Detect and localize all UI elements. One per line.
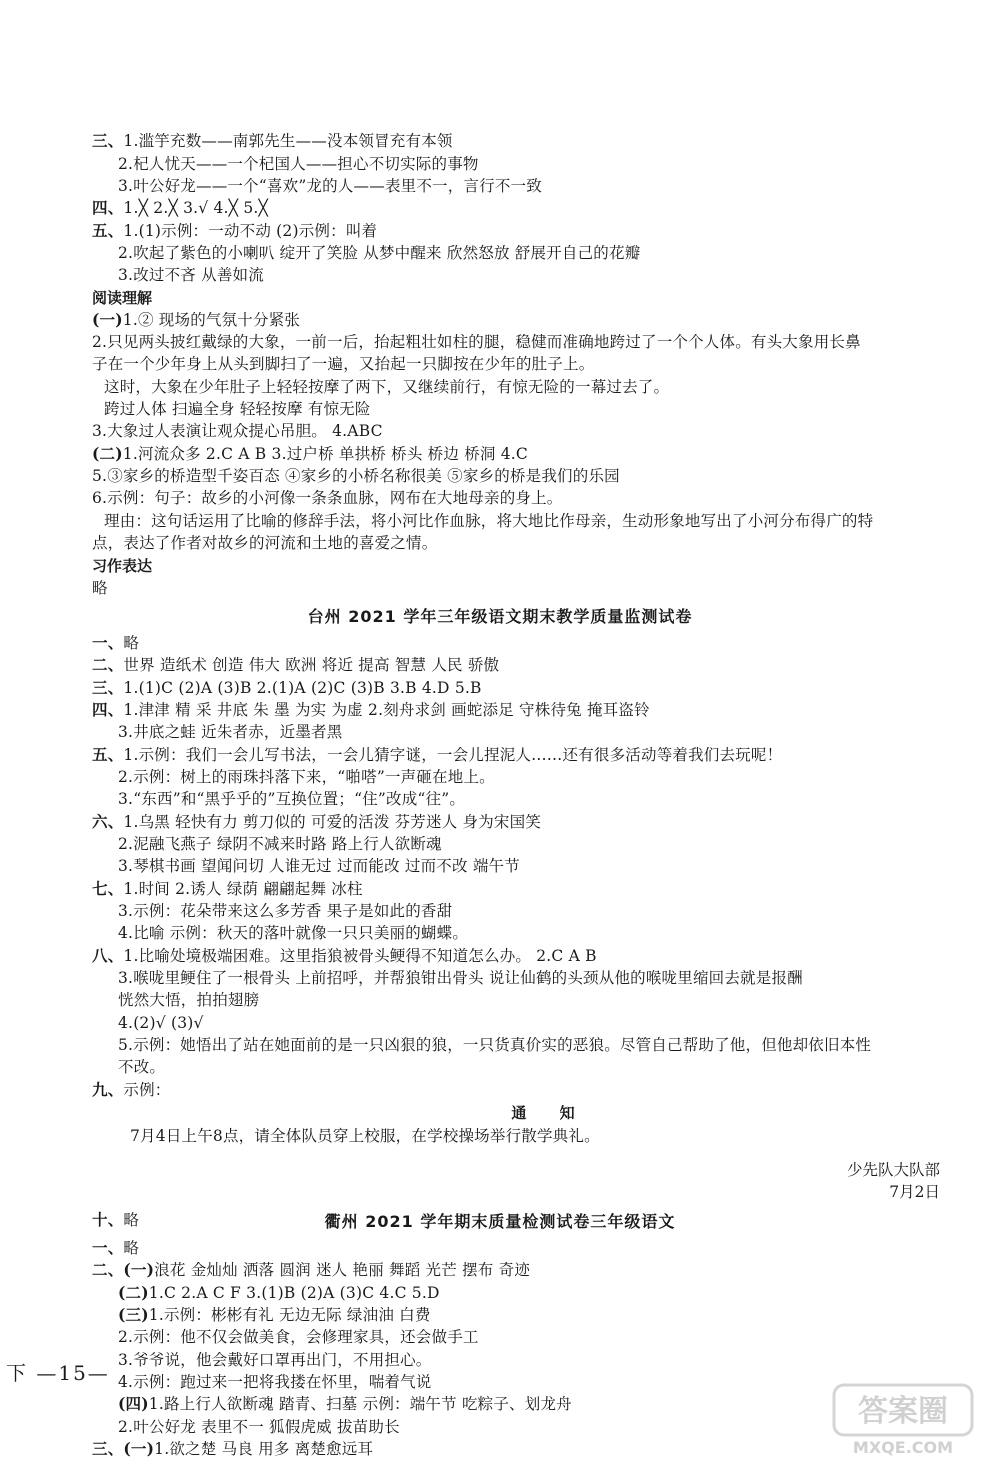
- notice-sender: 少先队大队部: [846, 1161, 940, 1179]
- page-number: 下 —15—: [6, 1361, 110, 1385]
- section-title-quzhou: 衢州 2021 学年期末质量检测试卷三年级语文: [324, 1212, 676, 1231]
- watermark-logo: [828, 1379, 978, 1459]
- answer-line: 3.喉咙里鲠住了一根骨头 上前招呼，并帮狼钳出骨头 说让仙鹤的头颈从他的喉咙里缩回去就是报酬: [118, 969, 803, 987]
- answer-line: 这时，大象在少年肚子上轻轻按摩了两下，又继续前行，有惊无险的一幕过去了。: [104, 378, 670, 396]
- answer-line: 6.示例：句子：故乡的小河像一条条血脉，网布在大地母亲的身上。: [92, 489, 563, 507]
- answer-line: 一、略: [92, 633, 140, 652]
- answer-line: (二)1.C 2.A C F 3.(1)B (2)A (3)C 4.C 5.D: [118, 1283, 440, 1302]
- answer-line: 四、1.津津 精 采 井底 朱 墨 为实 为虚 2.刻舟求剑 画蛇添足 守株待兔 掩耳盗铃: [92, 700, 650, 719]
- answer-line: 2.吹起了紫色的小喇叭 绽开了笑脸 从梦中醒来 欣然怒放 舒展开自己的花瓣: [118, 244, 641, 262]
- answer-line: 九、示例：: [92, 1080, 171, 1099]
- answer-line: 三、1.滥竽充数——南郭先生——没本领冒充有本领: [92, 131, 453, 150]
- heading-writing: 习作表达: [92, 557, 153, 575]
- answer-line: 3.改过不吝 从善如流: [118, 266, 264, 284]
- answer-line: 2.只见两头披红戴绿的大象，一前一后，抬起粗壮如柱的腿，稳健而准确地跨过了一个个人体。有头大象用长鼻: [92, 333, 861, 351]
- answer-line: 五、1.示例：我们一会儿写书法，一会儿猜字谜，一会儿捏泥人……还有很多活动等着我们去玩呢！: [92, 745, 783, 764]
- answer-line: 4.(2)√ (3)√: [118, 1014, 204, 1032]
- section-title-taizhou: 台州 2021 学年三年级语文期末教学质量监测试卷: [307, 607, 693, 626]
- answer-line: 2.示例：他不仅会做美食，会修理家具，还会做手工: [118, 1328, 479, 1346]
- answer-line: 4.比喻 示例：秋天的落叶就像一只只美丽的蝴蝶。: [118, 924, 469, 942]
- answer-line: 六、1.乌黑 轻快有力 剪刀似的 可爱的活泼 芬芳迷人 身为宋国笑: [92, 812, 542, 831]
- answer-line: (三)1.示例：彬彬有礼 无边无际 绿油油 白费: [118, 1305, 431, 1324]
- answer-line: 4.示例：跑过来一把将我搂在怀里，喘着气说: [118, 1373, 432, 1391]
- answer-line: 3.示例：花朵带来这么多芳香 果子是如此的香甜: [118, 902, 453, 920]
- answer-line: (一)1.② 现场的气氛十分紧张: [92, 310, 301, 329]
- answer-line: 五、1.(1)示例：一动不动 (2)示例：叫着: [92, 221, 378, 240]
- answer-line: 恍然大悟，拍拍翅膀: [118, 991, 260, 1009]
- item-ten: 十、略: [92, 1210, 140, 1229]
- answer-line: 四、1.╳ 2.╳ 3.√ 4.╳ 5.╳: [92, 198, 269, 217]
- answer-line: 5.③家乡的桥造型千姿百态 ④家乡的小桥名称很美 ⑤家乡的桥是我们的乐园: [92, 467, 620, 485]
- answer-line: 3.爷爷说，他会戴好口罩再出门，不用担心。: [118, 1351, 432, 1369]
- answer-line: (四)1.路上行人欲断魂 踏青、扫墓 示例：端午节 吃粽子、划龙舟: [118, 1394, 572, 1413]
- answer-line: 子在一个少年身上从头到脚扫了一遍，又抬起一只脚按在少年的肚子上。: [92, 355, 595, 373]
- heading-reading: 阅读理解: [92, 289, 153, 307]
- answer-line: 一、略: [92, 1238, 140, 1257]
- answer-line: 点，表达了作者对故乡的河流和土地的喜爱之情。: [92, 534, 438, 552]
- watermark-text: 答案圈: [858, 1394, 948, 1429]
- answer-line: 八、1.比喻处境极端困难。这里指狼被骨头鲠得不知道怎么办。 2.C A B: [92, 946, 597, 965]
- notice-title: 通 知: [511, 1104, 589, 1122]
- answer-line: 2.泥融飞燕子 绿阴不减来时路 路上行人欲断魂: [118, 835, 442, 853]
- answer-line: 5.示例：她悟出了站在她面前的是一只凶狠的狼，一只货真价实的恶狼。尽管自己帮助了他，但他却依旧本性: [118, 1036, 872, 1054]
- watermark-url: MXQE.COM: [852, 1438, 954, 1457]
- answer-line: 二、(一)浪花 金灿灿 洒落 圆润 迷人 艳丽 舞蹈 光芒 摆布 奇迹: [92, 1260, 531, 1279]
- answer-line: 3.“东西”和“黑乎乎的”互换位置；“住”改成“往”。: [118, 790, 466, 808]
- answer-line: 二、世界 造纸术 创造 伟大 欧洲 将近 提高 智慧 人民 骄傲: [92, 655, 500, 674]
- answer-line: 3.叶公好龙——一个“喜欢”龙的人——表里不一，言行不一致: [118, 177, 542, 195]
- answer-line: 不改。: [118, 1058, 166, 1076]
- answer-line: 3.大象过人表演让观众提心吊胆。 4.ABC: [92, 422, 383, 440]
- answer-line: 略: [92, 579, 108, 597]
- answer-line: 2.示例：树上的雨珠抖落下来，“啪嗒”一声砸在地上。: [118, 768, 495, 786]
- answer-line: 2.叶公好龙 表里不一 狐假虎威 拔苗助长: [118, 1418, 400, 1436]
- answer-line: 3.井底之蛙 近朱者赤，近墨者黑: [118, 723, 343, 741]
- answer-line: 7月4日上午8点，请全体队员穿上校服，在学校操场举行散学典礼。: [130, 1127, 600, 1145]
- answer-line: 七、1.时间 2.诱人 绿荫 翩翩起舞 冰柱: [92, 879, 363, 898]
- notice-date: 7月2日: [889, 1183, 940, 1201]
- answer-line: 理由：这句话运用了比喻的修辞手法，将小河比作血脉，将大地比作母亲，生动形象地写出了小河分布得广的特: [104, 512, 874, 530]
- answer-line: (二)1.河流众多 2.C A B 3.过户桥 单拱桥 桥头 桥边 桥洞 4.C: [92, 444, 528, 463]
- answer-line: 2.杞人忧天——一个杞国人——担心不切实际的事物: [118, 155, 479, 173]
- answer-line: 三、1.(1)C (2)A (3)B 2.(1)A (2)C (3)B 3.B 4.D 5.B: [92, 678, 482, 697]
- answer-line: 3.琴棋书画 望闻问切 人谁无过 过而能改 过而不改 端午节: [118, 857, 520, 875]
- answer-line: 跨过人体 扫遍全身 轻轻按摩 有惊无险: [104, 400, 371, 418]
- answer-line: 三、(一)1.欲之楚 马良 用多 离楚愈远耳: [92, 1439, 374, 1458]
